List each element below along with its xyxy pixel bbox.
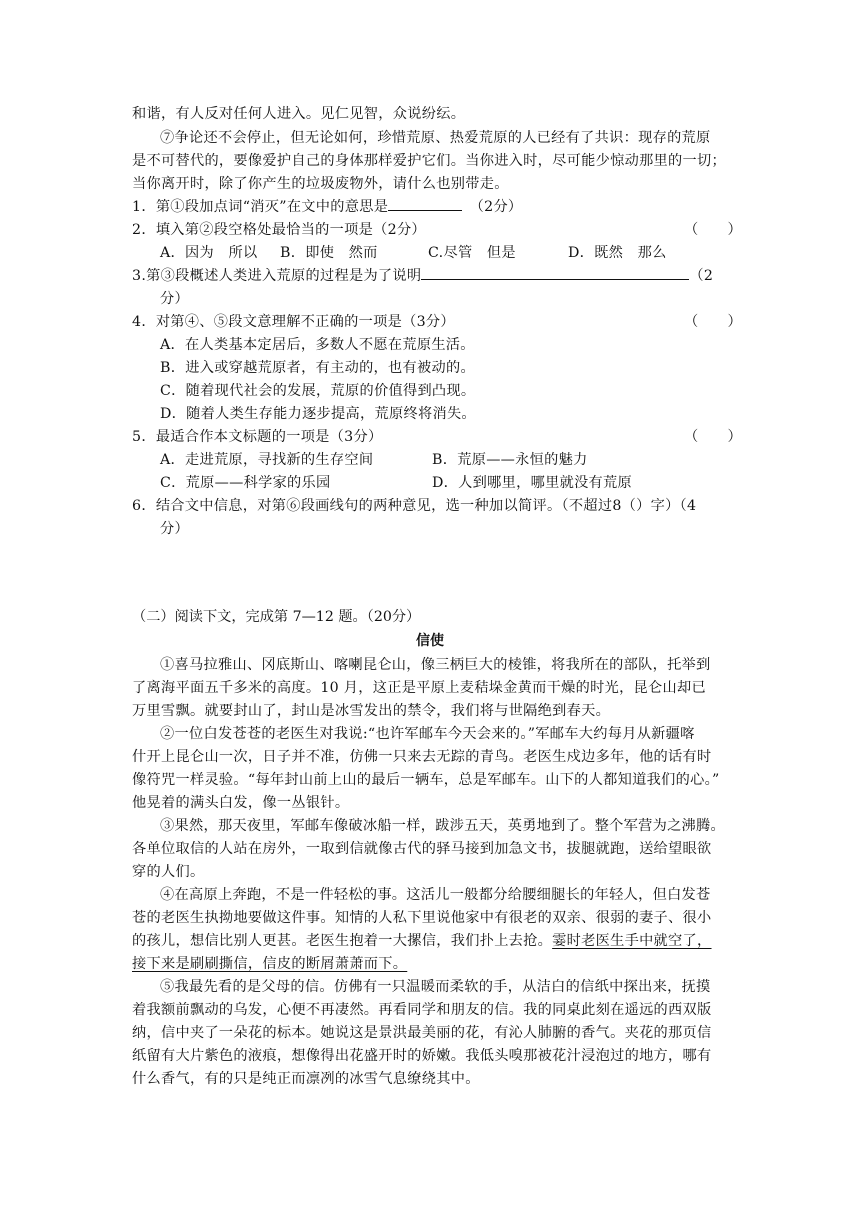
body-line: 他晃着的满头白发，像一丛银针。	[132, 795, 350, 811]
body-line: 着我额前飘动的乌发，心便不再凄然。再看同学和朋友的信。我的同桌此刻在遥远的西双版	[132, 1002, 712, 1018]
option-d[interactable]: D．随着人类生存能力逐步提高，荒原终将消失。	[160, 406, 476, 422]
body-line: ②一位白发苍苍的老医生对我说:“也许军邮车今天会来的。”军邮车大约每月从新疆喀	[160, 726, 695, 742]
question-5: 5．最适合作本文标题的一项是（3分）	[132, 429, 383, 445]
body-line: 什么香气，有的只是纯正而凛冽的冰雪气息缭绕其中。	[132, 1071, 480, 1087]
paragraph-7-line: 当你离开时，除了你产生的垃圾废物外，请什么也别带走。	[132, 176, 509, 192]
question-1	[132, 196, 732, 218]
option-c[interactable]: C．荒原——科学家的乐园	[160, 475, 331, 491]
body-line: 像符咒一样灵验。“每年封山前上山的最后一辆车，总是军邮车。山下的人都知道我们的心。”	[132, 772, 720, 788]
paragraph-7-line: ⑦争论还不会停止，但无论如何，珍惜荒原、热爱荒原的人已经有了共识：现存的荒原	[160, 130, 711, 146]
body-line: 什开上昆仑山一次，日子并不准，仿佛一只来去无踪的青鸟。老医生戍边多年，他的话有时	[132, 749, 712, 765]
option-a[interactable]: A．走进荒原，寻找新的生存空间	[160, 452, 374, 468]
option-a[interactable]: A．在人类基本定居后，多数人不愿在荒原生活。	[160, 337, 475, 353]
body-line: 纳，信中夹了一朵花的标本。她说这是景洪最美丽的花，有沁人肺腑的香气。夹花的那页信	[132, 1025, 712, 1041]
answer-paren[interactable]: （ ）	[684, 429, 742, 445]
question-3-text: 3.第③段概述人类进入荒原的过程是为了说明	[132, 268, 422, 284]
option-d[interactable]: D．人到哪里，哪里就没有荒原	[432, 475, 633, 491]
section-heading: （二）阅读下文，完成第 7—12 题。（20分）	[132, 609, 421, 625]
body-line: ④在高原上奔跑，不是一件轻松的事。这活儿一般都分给腰细腿长的年轻人，但白发苍	[160, 887, 711, 903]
body-line: ③果然，那天夜里，军邮车像破冰船一样，跋涉五天，英勇地到了。整个军营为之沸腾。	[160, 818, 726, 834]
question-3	[132, 265, 732, 287]
body-line: 各单位取信的人站在房外，一取到信就像古代的驿马接到加急文书，拔腿就跑，送给望眼欲	[132, 841, 712, 857]
question-1-text: 1．第①段加点词“消灭”在文中的意思是	[132, 199, 389, 215]
body-line: 了离海平面五千多米的高度。10 月，这正是平原上麦秸垛金黄而干燥的时光，昆仑山却已	[132, 680, 706, 696]
question-2-text: 2．填入第②段空格处最恰当的一项是（2分）	[132, 222, 426, 238]
option-b[interactable]: B．进入或穿越荒原者，有主动的，也有被动的。	[160, 360, 475, 376]
option-b[interactable]: B．荒原——永恒的魅力	[432, 452, 588, 468]
underlined-sentence: 霎时老医生手中就空了，	[552, 933, 712, 949]
answer-blank[interactable]	[388, 196, 462, 211]
article-title: 信使	[416, 633, 444, 649]
question-4: 4．对第④、⑤段文意理解不正确的一项是（3分）	[132, 314, 455, 330]
option-c[interactable]: C．随着现代社会的发展，荒原的价值得到凸现。	[160, 383, 476, 399]
underlined-sentence: 接下来是刷刷撕信，信皮的断屑萧萧而下。	[132, 956, 408, 972]
question-6: 6．结合文中信息，对第⑥段画线句的两种意见，选一种加以简评。（不超过8（）字）（4	[132, 498, 697, 514]
body-line	[132, 930, 732, 952]
body-line: ⑤我最先看的是父母的信。仿佛有一只温暖而柔软的手，从洁白的信纸中探出来，抚摸	[160, 979, 711, 995]
option-a[interactable]: A．因为 所以	[160, 245, 258, 261]
option-c[interactable]: C.尽管 但是	[428, 245, 516, 261]
question-3-score: （2	[689, 268, 714, 284]
question-3-score-cont: 分）	[160, 291, 189, 307]
question-1-score: （2分）	[476, 199, 523, 215]
body-line: 穿的人们。	[132, 864, 205, 880]
body-line: 万里雪飘。就要封山了，封山是冰雪发出的禁令，我们将与世隔绝到春天。	[132, 703, 611, 719]
body-line: ①喜马拉雅山、冈底斯山、喀喇昆仑山，像三柄巨大的棱锥，将我所在的部队，托举到	[160, 657, 711, 673]
body-line: 苍的老医生执拗地要做这件事。知情的人私下里说他家中有很老的双亲、很弱的妻子、很小	[132, 910, 712, 926]
answer-paren[interactable]: （ ）	[684, 314, 742, 330]
option-d[interactable]: D．既然 那么	[568, 245, 667, 261]
body-line: 纸留有大片紫色的液痕，想像得出花盛开时的娇嫩。我低头嗅那被花汁浸泡过的地方，哪有	[132, 1048, 712, 1064]
question-2	[132, 219, 732, 241]
option-b[interactable]: B．即使 然而	[280, 245, 378, 261]
answer-paren[interactable]: （ ）	[684, 222, 742, 238]
body-text: 的孩儿，想信比别人更甚。老医生抱着一大摞信，我们扑上去抢。	[132, 933, 553, 949]
answer-blank[interactable]	[421, 265, 689, 280]
paragraph-7-line: 是不可替代的，要像爱护自己的身体那样爱护它们。当你进入时，尽可能少惊动那里的一切；	[132, 153, 726, 169]
text-line: 和谐，有人反对任何人进入。见仁见智，众说纷纭。	[132, 106, 466, 122]
question-6-score-cont: 分）	[160, 521, 189, 537]
